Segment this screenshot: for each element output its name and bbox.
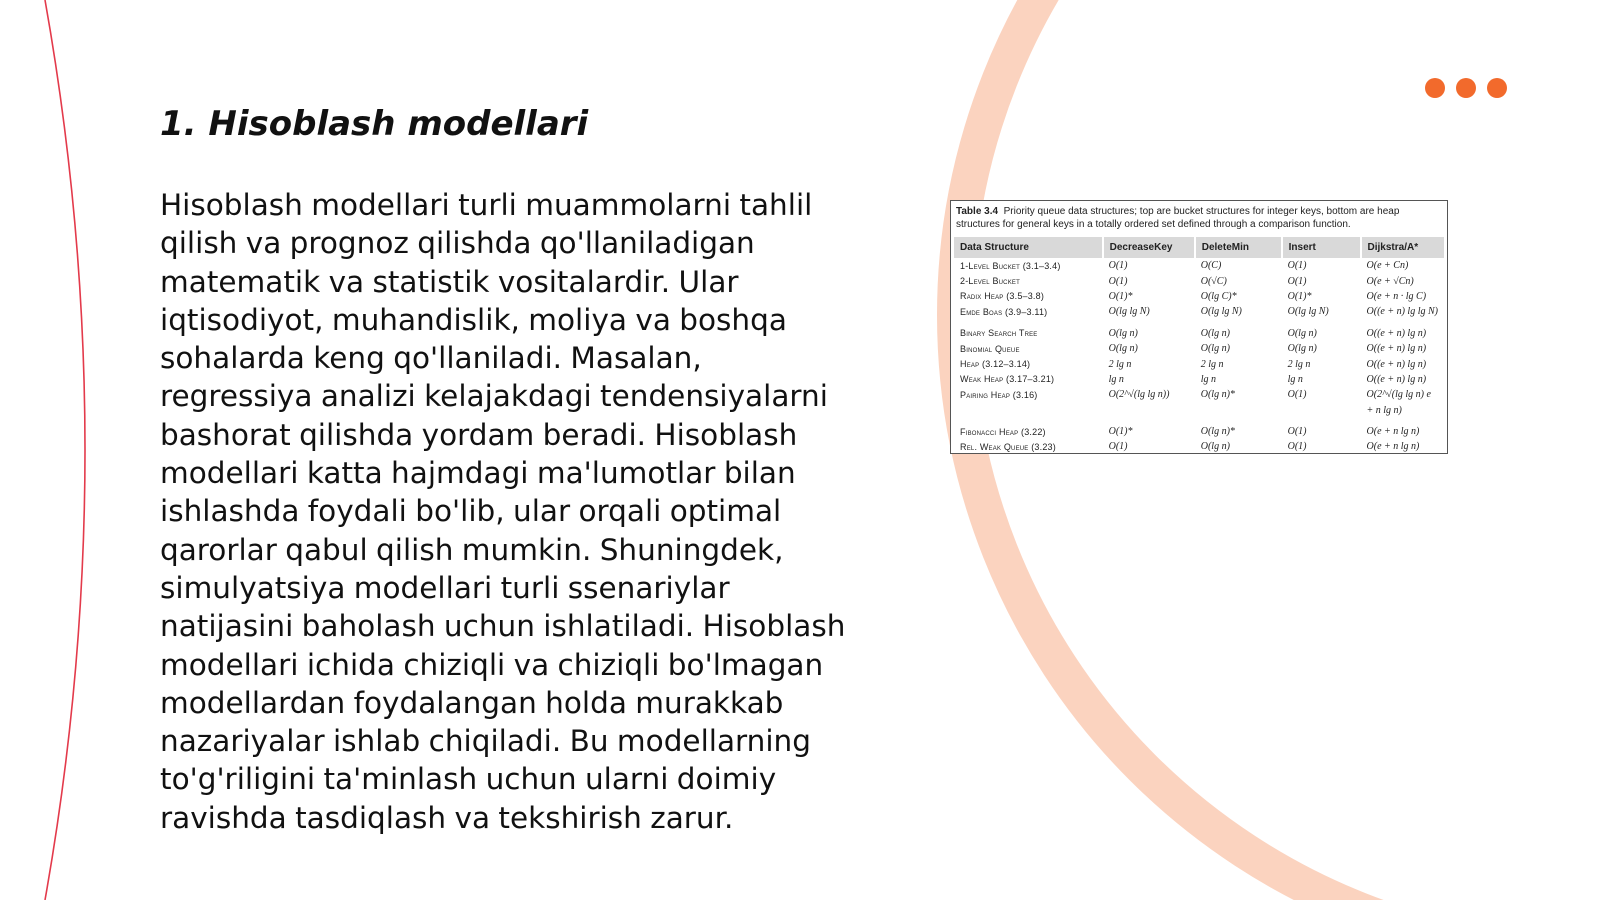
table-row [954, 273, 1444, 288]
table-caption-label: Table 3.4 [956, 206, 999, 217]
table-row [954, 403, 1444, 418]
cell-deletemin: O(lg n) [1200, 327, 1230, 339]
cell-structure: Radix Heap (3.5–3.8) [960, 291, 1045, 302]
cell-dijkstra: O(e + n lg n) [1366, 441, 1420, 453]
cell-structure: Binomial Queue [960, 343, 1020, 354]
decorative-curve-line [45, 0, 85, 900]
cell-decreasekey: O(lg n) [1108, 343, 1138, 355]
dots-decoration [1425, 78, 1507, 98]
table-caption-text: Priority queue data structures; top are bucket structures for integer keys, bottom are heap structures for general keys in a totally ordered set defined through a comparison function. [956, 206, 1400, 230]
cell-insert: O(lg n) [1287, 343, 1317, 355]
col-header-decreasekey: DecreaseKey [1103, 237, 1195, 258]
table-row [954, 424, 1444, 439]
table-figure [950, 200, 1448, 454]
cell-dijkstra: O((e + n) lg n) [1366, 373, 1427, 385]
cell-structure: Fibonacci Heap (3.22) [960, 426, 1046, 437]
table-row [954, 387, 1444, 402]
slide-title: 1. Hisoblash modellari [160, 104, 589, 144]
cell-insert [1282, 403, 1361, 418]
cell-decreasekey: O(1) [1108, 275, 1128, 287]
table-row [954, 372, 1444, 387]
cell-insert: O(1) [1287, 275, 1307, 287]
cell-deletemin: O(lg n)* [1200, 426, 1235, 438]
cell-insert: lg n [1287, 373, 1303, 385]
cell-deletemin: O(lg lg N) [1200, 306, 1242, 318]
cell-dijkstra: O((e + n) lg n) [1366, 358, 1427, 370]
cell-structure: 1-Level Bucket (3.1–3.4) [960, 260, 1061, 271]
table-row [954, 341, 1444, 356]
cell-dijkstra: O((e + n) lg lg N) [1366, 306, 1438, 318]
table-row [954, 289, 1444, 304]
priority-queue-table [954, 237, 1444, 455]
cell-insert: O(1)* [1287, 290, 1312, 302]
table-caption [956, 205, 1442, 231]
cell-structure: Weak Heap (3.17–3.21) [960, 374, 1055, 385]
cell-decreasekey: lg n [1108, 373, 1124, 385]
table-row [954, 304, 1444, 319]
cell-structure: 2-Level Bucket [960, 276, 1020, 287]
table-row [954, 326, 1444, 341]
cell-dijkstra: + n lg n) [1366, 404, 1402, 416]
cell-decreasekey: O(lg n) [1108, 327, 1138, 339]
col-header-insert: Insert [1282, 237, 1361, 258]
cell-structure: Emde Boas (3.9–3.11) [960, 306, 1048, 317]
cell-decreasekey: O(1)* [1108, 426, 1133, 438]
cell-insert: O(1) [1287, 441, 1307, 453]
cell-dijkstra: O((e + n) lg n) [1366, 327, 1427, 339]
cell-deletemin: O(C) [1200, 260, 1222, 272]
cell-structure: Rel. Weak Queue (3.23) [960, 441, 1056, 452]
cell-insert: O(lg n) [1287, 327, 1317, 339]
orange-dot-1 [1425, 78, 1445, 98]
cell-decreasekey: O(lg lg N) [1108, 306, 1150, 318]
cell-deletemin: O(√C) [1200, 275, 1227, 287]
cell-dijkstra: O(e + n lg n) [1366, 426, 1420, 438]
cell-deletemin: O(lg C)* [1200, 290, 1237, 302]
cell-dijkstra: O(2^√(lg lg n) e [1366, 389, 1431, 401]
cell-deletemin: O(lg n)* [1200, 389, 1235, 401]
cell-dijkstra: O(e + n · lg C) [1366, 290, 1427, 302]
table-row [954, 356, 1444, 371]
cell-deletemin [1195, 403, 1282, 418]
table-row [954, 258, 1444, 273]
cell-deletemin: O(lg n) [1200, 441, 1230, 453]
cell-decreasekey: O(1)* [1108, 290, 1133, 302]
col-header-dijkstra: Dijkstra/A* [1361, 237, 1444, 258]
col-header-deletemin: DeleteMin [1195, 237, 1282, 258]
cell-decreasekey: 2 lg n [1108, 358, 1132, 370]
cell-deletemin: lg n [1200, 373, 1217, 385]
cell-structure: Pairing Heap (3.16) [960, 389, 1038, 400]
cell-insert: O(1) [1287, 426, 1307, 438]
cell-structure: Heap (3.12–3.14) [960, 359, 1031, 370]
table-header-row [954, 237, 1444, 258]
cell-insert: O(1) [1287, 389, 1307, 401]
cell-insert: O(1) [1287, 260, 1307, 272]
cell-decreasekey [1103, 403, 1195, 418]
cell-deletemin: 2 lg n [1200, 358, 1224, 370]
cell-insert: O(lg lg N) [1287, 306, 1329, 318]
col-header-data-structure: Data Structure [954, 237, 1103, 258]
table-row [954, 439, 1444, 454]
cell-decreasekey: O(2^√(lg lg n)) [1108, 389, 1170, 401]
cell-insert: 2 lg n [1287, 358, 1311, 370]
cell-structure [954, 403, 1103, 418]
cell-deletemin: O(lg n) [1200, 343, 1230, 355]
orange-dot-3 [1487, 78, 1507, 98]
cell-dijkstra: O(e + Cn) [1366, 260, 1409, 272]
cell-structure: Binary Search Tree [960, 328, 1038, 339]
cell-dijkstra: O(e + √Cn) [1366, 275, 1414, 287]
cell-dijkstra: O((e + n) lg n) [1366, 343, 1427, 355]
cell-decreasekey: O(1) [1108, 441, 1128, 453]
cell-decreasekey: O(1) [1108, 260, 1128, 272]
orange-dot-2 [1456, 78, 1476, 98]
slide-body-text: Hisoblash modellari turli muammolarni tahlil qilish va prognoz qilishda qo'llaniladigan matematik va statistik vositalardir. Ular iqtisodiyot, muhandislik, moliya va boshqa sohalarda keng qo'llaniladi. Masalan, regressiya analizi kelajakdagi tendensiyalarni bashorat qilishda yordam beradi. Hisoblash modellari katta hajmdagi ma'lumotlar bilan ishlashda foydali bo'lib, ular orqali optimal qarorlar qabul qilish mumkin. Shuningdek, simulyatsiya modellari turli ssenariylar natijasini baholash uchun ishlatiladi. Hisoblash modellari ichida chiziqli va chiziqli bo'lmagan modellardan foydalangan holda murakkab nazariyalar ishlab chiqiladi. Bu modellarning to'g'riligini ta'minlash uchun ularni doimiy ravishda tasdiqlash va tekshirish zarur. [160, 188, 846, 835]
